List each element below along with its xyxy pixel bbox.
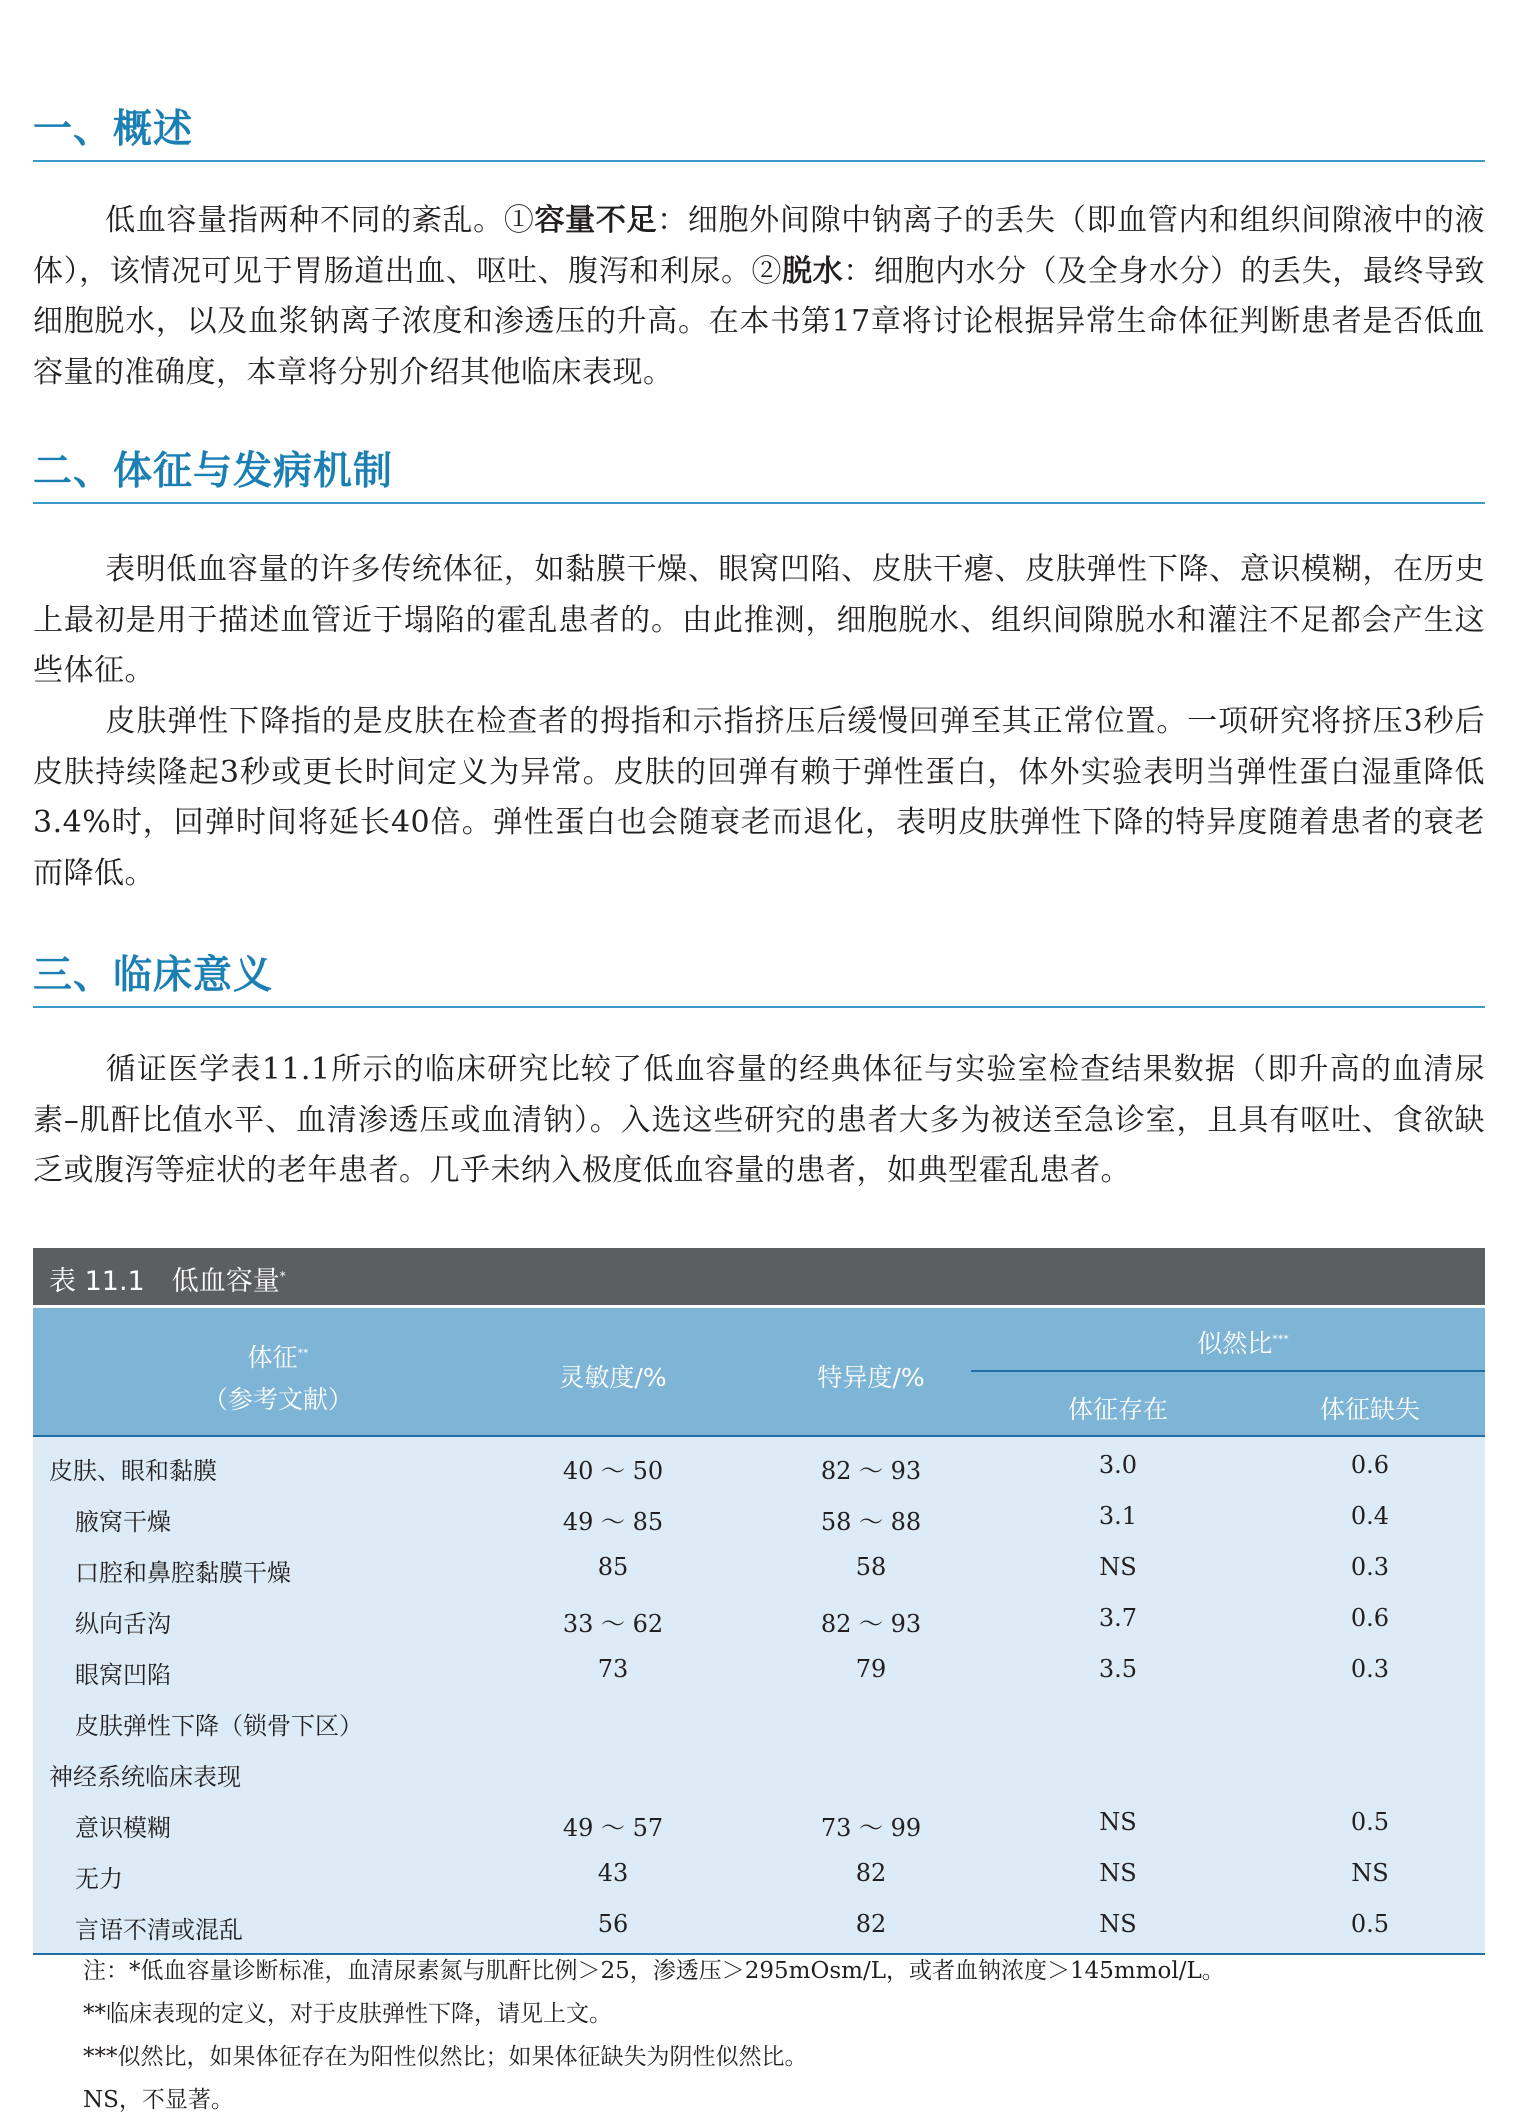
table-body [33,1435,1485,1955]
header-lr-footnote-mark: *** [1272,1332,1289,1346]
cell-sensitivity: 85 [597,1553,629,1581]
cell-specificity: 82 [855,1859,887,1887]
cell-sign: 皮肤、眼和黏膜 [49,1457,217,1485]
cell-lr-present: NS [1099,1808,1137,1836]
section-title-signs-pathogenesis: 二、体征与发病机制 [33,448,1485,504]
table-title-footnote-mark: * [279,1269,286,1283]
cell-lr-present: NS [1099,1910,1137,1938]
header-sign-present: 体征存在 [1067,1395,1168,1424]
header-sign-absent: 体征缺失 [1319,1395,1420,1424]
cell-lr-absent: NS [1351,1859,1389,1887]
cell-lr-present: 3.0 [1098,1451,1138,1479]
header-sign-text: 体征 [247,1343,298,1372]
table-notes [83,1950,1483,2122]
cell-lr-present: NS [1099,1859,1137,1887]
cell-sign: 纵向舌沟 [75,1610,171,1638]
table-header [33,1305,1485,1435]
note-sign-definition: **临床表现的定义，对于皮肤弹性下降，请见上文。 [83,2001,612,2027]
cell-sign: 皮肤弹性下降（锁骨下区） [75,1712,363,1740]
paragraph-text: 皮肤弹性下降指的是皮肤在检查者的拇指和示指挤压后缓慢回弹至其正常位置。一项研究将挤压3秒后皮肤持续隆起3秒或更长时间定义为异常。皮肤的回弹有赖于弹性蛋白，体外实验表明当弹性蛋白湿重降低3.4%时，回弹时间将延长40倍。弹性蛋白也会随衰老而退化，表明皮肤弹性下降的特异度随着患者的衰老而降低。 [33,704,1485,891]
paragraph-text: 循证医学表11.1所示的临床研究比较了低血容量的经典体征与实验室检查结果数据（即升高的血清尿素–肌酐比值水平、血清渗透压或血清钠）。入选这些研究的患者大多为被送至急诊室，且具有呕吐、食欲缺乏或腹泻等症状的老年患者。几乎未纳入极度低血容量的患者，如典型霍乱患者。 [33,1052,1485,1188]
bold-term-volume-depletion: 容量不足 [534,203,658,238]
cell-lr-absent: 0.6 [1350,1604,1390,1632]
header-divider [971,1370,1485,1372]
cell-lr-present: 3.7 [1098,1604,1138,1632]
cell-lr-absent: 0.5 [1350,1910,1390,1938]
cell-sensitivity: 40 ～ 50 [562,1457,664,1485]
header-specificity: 特异度/% [817,1363,925,1392]
cell-lr-absent: 0.3 [1350,1655,1390,1683]
cell-lr-present: 3.5 [1098,1655,1138,1683]
table-row [33,1900,1485,1951]
section-title-clinical-significance: 三、临床意义 [33,952,1485,1008]
table-row [33,1645,1485,1696]
bold-term-dehydration: 脱水 [782,253,844,289]
cell-sign: 口腔和鼻腔黏膜干燥 [75,1559,291,1587]
cell-sensitivity: 49 ～ 85 [562,1508,664,1536]
table-title-text: 表 11.1 低血容量 [49,1266,280,1297]
note-diagnostic-criteria: 注：*低血容量诊断标准，血清尿素氮与肌酐比例＞25，渗透压＞295mOsm/L，或者血钠浓度＞145mmol/L。 [83,1958,1225,1984]
cell-lr-present: 3.1 [1098,1502,1138,1530]
header-sign-footnote-mark: ** [297,1346,309,1360]
cell-sensitivity: 49 ～ 57 [562,1814,664,1842]
cell-sensitivity: 33 ～ 62 [562,1610,664,1638]
cell-specificity: 82 ～ 93 [820,1610,922,1638]
paragraph-text: 表明低血容量的许多传统体征，如黏膜干燥、眼窝凹陷、皮肤干瘪、皮肤弹性下降、意识模糊，在历史上最初是用于描述血管近于塌陷的霍乱患者的。由此推测，细胞脱水、组织间隙脱水和灌注不足都会产生这些体征。 [33,552,1485,688]
cell-lr-absent: 0.6 [1350,1451,1390,1479]
cell-specificity: 82 [855,1910,887,1938]
paragraph-text: 低血容量指两种不同的紊乱。① [105,203,535,238]
header-reference: （参考文献） [202,1385,353,1414]
table-title [33,1248,1485,1305]
note-likelihood-ratio: ***似然比，如果体征存在为阳性似然比；如果体征缺失为阴性似然比。 [83,2044,808,2070]
cell-sign: 意识模糊 [75,1814,171,1842]
cell-sign: 眼窝凹陷 [75,1661,171,1689]
paragraph-overview [33,196,1485,398]
table-row [33,1696,1485,1747]
section-title-overview: 一、概述 [33,106,1485,162]
table-row [33,1798,1485,1849]
cell-sign: 言语不清或混乱 [75,1916,243,1944]
cell-sign: 腋窝干燥 [75,1508,171,1536]
cell-sensitivity: 56 [597,1910,629,1938]
header-lr-text: 似然比 [1197,1329,1273,1358]
table-row [33,1594,1485,1645]
table-row [33,1441,1485,1492]
paragraph-text: ：细胞内水分（及全身水分）的丢失，最终导致细胞脱水，以及血浆钠离子浓度和渗透压的升高。在本书第17章将讨论根据异常生命体征判断患者是否低血容量的准确度，本章将分别介绍其他临床表现。 [33,253,1486,390]
header-likelihood-ratio [1093,1324,1393,1360]
cell-specificity: 79 [855,1655,887,1683]
paragraph-text: ：细胞外间隙中钠离子的丢失（即血管内和组织间隙液中的液体），该情况可见于胃肠道出血、呕吐、腹泻和利尿。② [33,203,1486,289]
cell-specificity: 58 ～ 88 [820,1508,922,1536]
note-not-significant: NS，不显著。 [83,2087,234,2113]
table-row [33,1747,1485,1798]
table-row [33,1849,1485,1900]
cell-sensitivity: 73 [597,1655,629,1683]
paragraph-traditional-signs [33,545,1485,697]
cell-lr-present: NS [1099,1553,1137,1581]
paragraph-clinical-studies [33,1045,1485,1197]
cell-sensitivity: 43 [597,1859,629,1887]
cell-specificity: 73 ～ 99 [820,1814,922,1842]
hypovolemia-table [33,1248,1485,1955]
cell-sign: 无力 [75,1865,123,1893]
cell-sign: 神经系统临床表现 [49,1763,241,1791]
paragraph-skin-turgor [33,697,1485,899]
cell-lr-absent: 0.4 [1350,1502,1390,1530]
table-row [33,1543,1485,1594]
header-sensitivity: 灵敏度/% [559,1363,667,1392]
header-sign [133,1338,423,1374]
cell-lr-absent: 0.3 [1350,1553,1390,1581]
cell-specificity: 58 [855,1553,887,1581]
cell-lr-absent: 0.5 [1350,1808,1390,1836]
cell-specificity: 82 ～ 93 [820,1457,922,1485]
table-row [33,1492,1485,1543]
